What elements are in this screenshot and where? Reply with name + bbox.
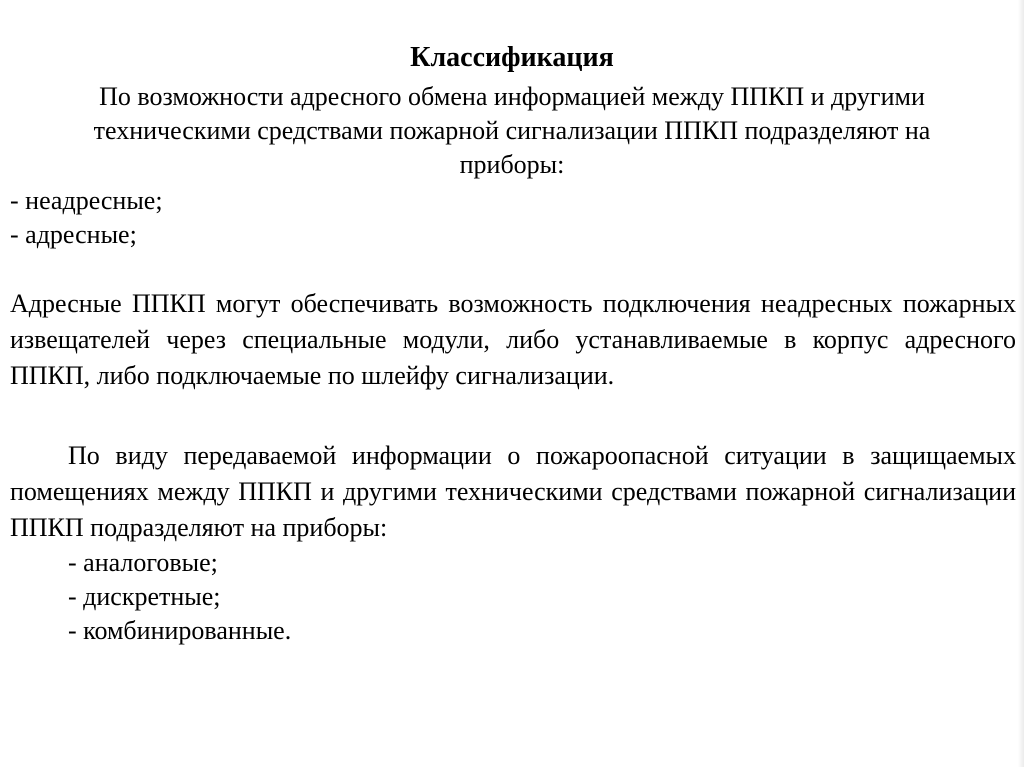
list-item: - адресные; <box>10 220 137 249</box>
addressing-types-list <box>10 184 163 252</box>
slide-title: Классификация <box>410 42 614 73</box>
information-type-paragraph: По виду передаваемой информации о пожароопасной ситуации в защищаемых помещениях между ППКП и другими техническими средствами пожарной сигнализации ППКП подразделяют на приборы: <box>10 441 1016 542</box>
list-item: - аналоговые; <box>68 548 218 577</box>
list-item: - комбинированные. <box>68 616 292 645</box>
intro-paragraph: По возможности адресного обмена информацией между ППКП и другими техническими средствами пожарной сигнализации ППКП подразделяют на приборы: <box>93 82 931 179</box>
information-types-list <box>68 546 291 648</box>
list-item: - дискретные; <box>68 582 221 611</box>
addressable-paragraph: Адресные ППКП могут обеспечивать возможность подключения неадресных пожарных извещателей через специальные модули, либо устанавливаемые в корпус адресного ППКП, либо подключаемые по шлейфу сигнализации. <box>10 289 1016 390</box>
list-item: - неадресные; <box>10 186 163 215</box>
